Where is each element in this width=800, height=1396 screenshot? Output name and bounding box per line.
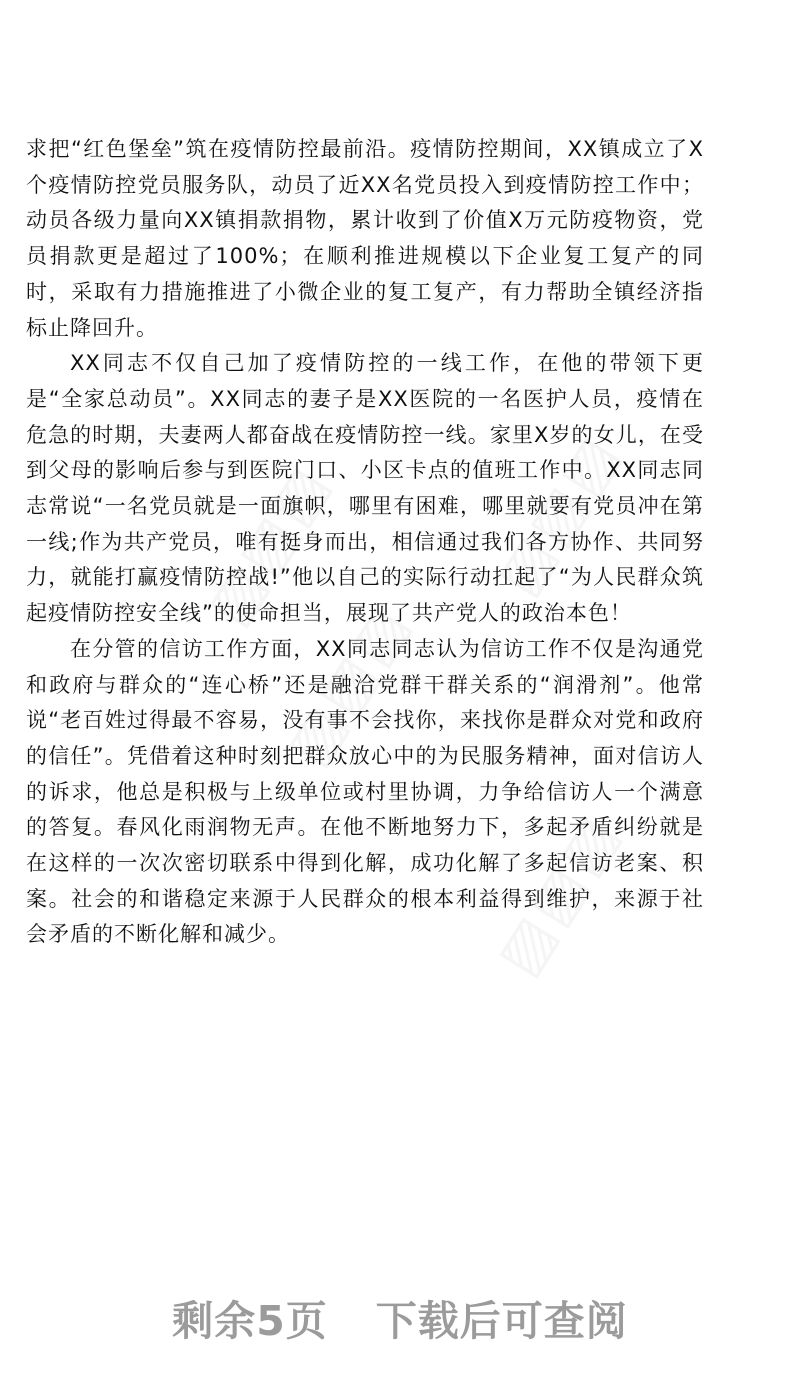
watermark: ▨▨▨ [482,421,634,607]
download-to-view-text: 下载后可查阅 [375,1297,628,1345]
paragraph-2: XX同志不仅自己加了疫情防控的一线工作，在他的带领下更是“全家总动员”。XX同志的妻子是XX医院的一名医护人员，疫情在危急的时期，夫妻两人都奋战在疫情防控一线。家里X岁的女儿，在受到父母的影响后参与到医院门口、小区卡点的值班工作中。XX同志同志常说“一名党员就是一面旗帜，哪里有困难，哪里就要有党员冲在第一线;作为共产党员，唯有挺身而出，相信通过我们各方协作、共同努力，就能打赢疫情防控战!”他以自己的实际行动扛起了“为人民群众筑起疫情防控安全线”的使命担当，展现了共产党人的政治本色！ [26,351,704,626]
watermark: ▨▨▨ [482,801,634,987]
watermark: ▨▨▨ [192,451,344,637]
download-prompt[interactable] [0,1288,800,1347]
document-body [26,132,704,953]
paragraph-3: 在分管的信访工作方面，XX同志同志认为信访工作不仅是沟通党和政府与群众的“连心桥”还是融洽党群干群关系的“润滑剂”。他常说“老百姓过得最不容易，没有事不会找你，来找你是群众对党和政府的信任”。凭借着这种时刻把群众放心中的为民服务精神，面对信访人的诉求，他总是积极与上级单位或村里协调，力争给信访人一个满意的答复。春风化雨润物无声。在他不断地努力下，多起矛盾纠纷就是在这样的一次次密切联系中得到化解，成功化解了多起信访老案、积案。社会的和谐稳定来源于人民群众的根本利益得到维护，来源于社会矛盾的不断化解和减少。 [26,636,704,947]
paragraph-1: 求把“红色堡垒”筑在疫情防控最前沿。疫情防控期间，XX镇成立了X个疫情防控党员服务队，动员了近XX名党员投入到疫情防控工作中；动员各级力量向XX镇捐款捐物，累计收到了价值X万元防疫物资，党员捐款更是超过了100%；在顺利推进规模以下企业复工复产的同时，采取有力措施推进了小微企业的复工复产，有力帮助全镇经济指标止降回升。 [26,137,704,340]
remaining-pages-text: 剩余5页 [172,1297,328,1345]
watermark: ▨▨▨ [272,591,424,777]
